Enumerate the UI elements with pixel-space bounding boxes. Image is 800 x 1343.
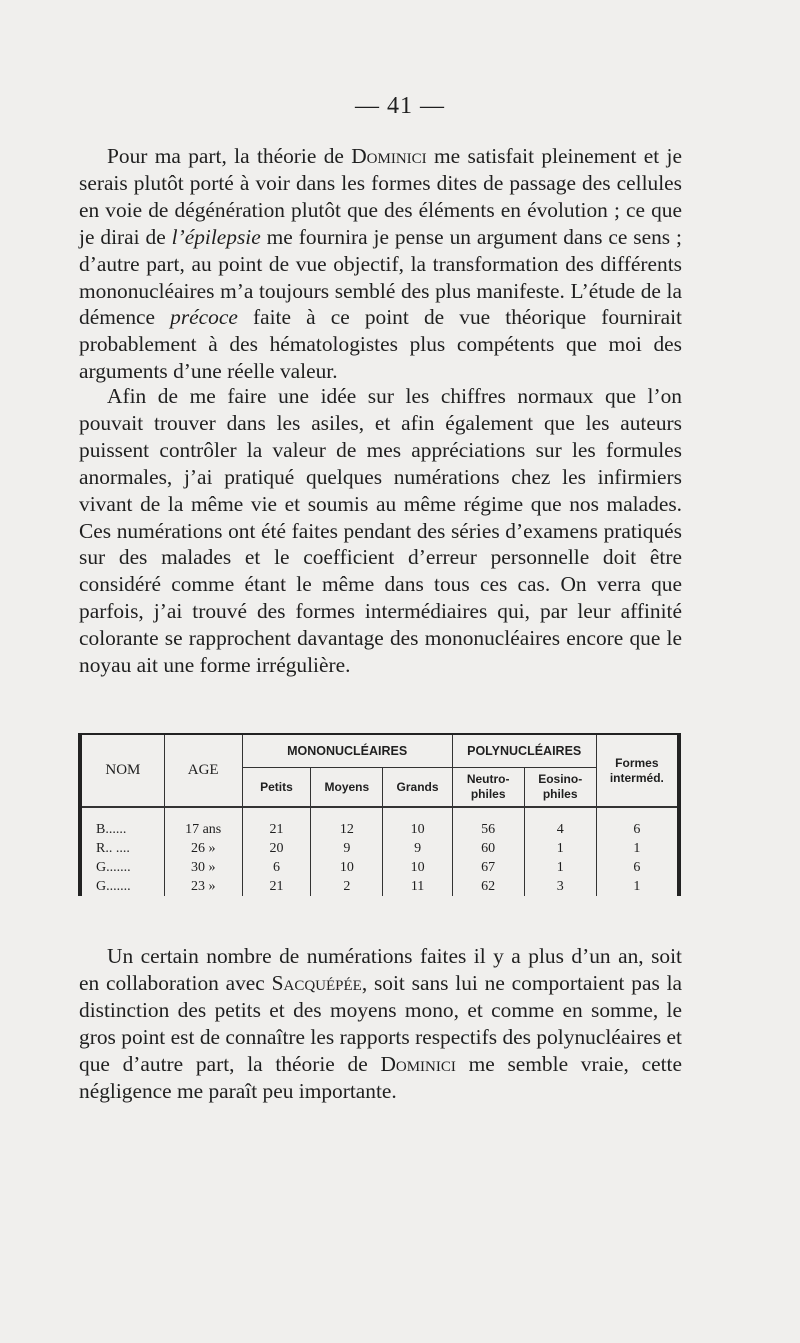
paragraph-theory: Pour ma part, la théorie de Dominici me satisfait pleinement et je serais plutôt porté à voir dans les formes dites de passage des cellules en voie de dégénération plutôt que des éléments en évolution ; ce que je dirai de l’épilepsie me fournira je pense un argument dans ce sens ; d’autre part, au point de vue objectif, la transformation des différents mononucléaires m’a toujours semblé des plus manifeste. L’étude de la démence précoce faite à ce point de vue théorique fournirait probablement à des hématologistes plus compétents que moi des arguments d’une réelle valeur. [79,144,683,384]
header-nom: NOM [80,734,164,807]
header-formes: Formes interméd. [596,734,679,807]
header-eosinophiles: Eosino- philes [524,768,596,808]
author-name: Dominici [351,144,427,168]
header-petits: Petits [242,768,311,808]
numeration-table [78,733,681,913]
header-polynucleaires: POLYNUCLÉAIRES [452,734,596,768]
page-number: — 41 — [355,93,445,119]
header-mononucleaires: MONONUCLÉAIRES [242,734,452,768]
table-row: R.. .... 26 » 20 9 9 60 1 1 [80,839,679,858]
table-row: G....... 30 » 6 10 10 67 1 6 [80,858,679,877]
header-grands: Grands [383,768,452,808]
table-row: G....... 23 » 21 2 11 62 3 1 [80,877,679,896]
author-name: Sacquépée [271,970,362,995]
header-moyens: Moyens [311,768,383,808]
header-age: AGE [164,734,242,807]
paragraph-conclusion: Un certain nombre de numérations faites il y a plus d’un an, soit en collaboration avec Sacquépée, soit sans lui ne comportaient pas la distinction des petits et des moyens mono, et comme en somme, le gros point est de connaître les rapports respectifs des polynucléaires et que d’autre part, la théorie de Dominici me semble vraie, cette négligence me paraît peu importante. [79,944,683,1103]
table-row: B...... 17 ans 21 12 10 56 4 6 [80,820,679,839]
author-name: Dominici [380,1051,456,1076]
paragraph-method: Afin de me faire une idée sur les chiffres normaux que l’on pouvait trouver dans les asiles, et afin également que les auteurs puissent contrôler la valeur de mes appréciations sur les formules anormales, j’ai pratiqué quelques numérations chez les infirmiers vivant de la même vie et soumis au même régime que nos malades. Ces numérations ont été faites pendant des séries d’examens pratiqués sur des malades et le coefficient d’erreur personnelle doit être considéré comme étant le même dans tous ces cas. On verra que parfois, j’ai trouvé des formes intermédiaires qui, par leur affinité colorante se rapprochent davantage des mononucléaires encore que le noyau ait une forme irrégulière. [79,384,682,678]
header-neutrophiles: Neutro- philes [452,768,524,808]
